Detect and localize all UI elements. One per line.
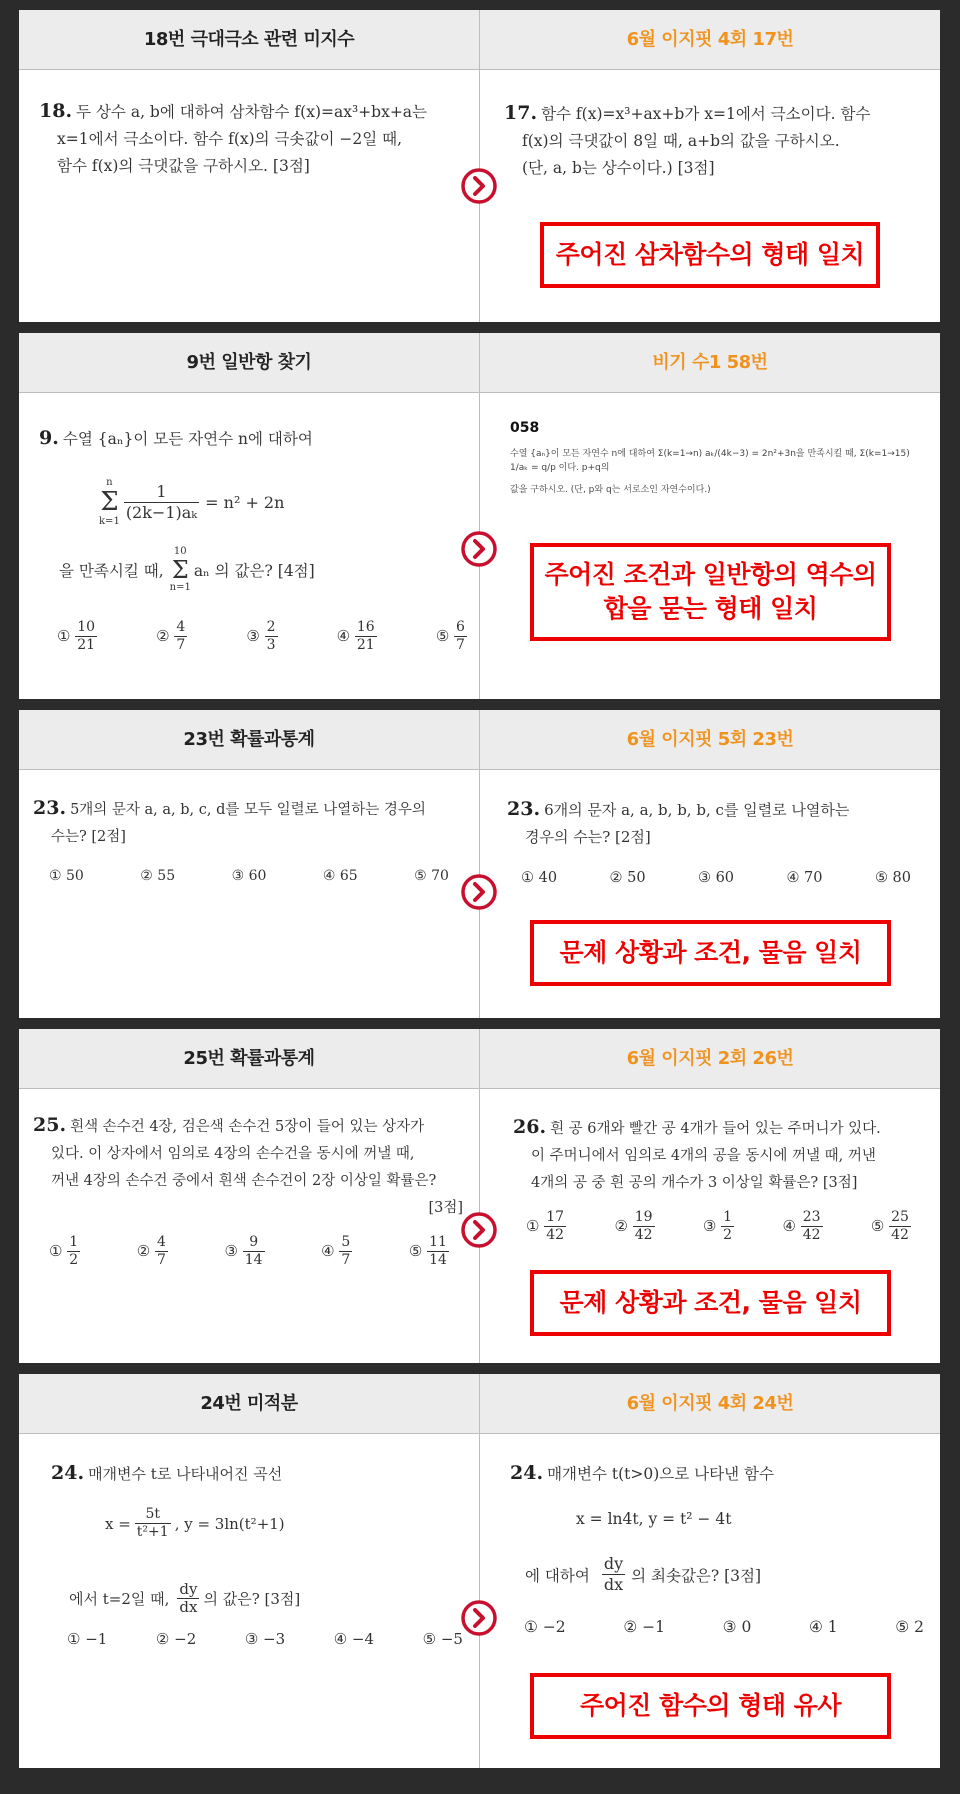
question-line: 수는? [2점] (51, 829, 126, 845)
question-line: f(x)의 극댓값이 8일 때, a+b의 값을 구하시오. (522, 132, 840, 150)
choice: ① −1 (67, 1630, 108, 1648)
choice: ② $\frac{4}{7}$ (136, 1234, 166, 1268)
column-divider (479, 10, 480, 322)
parametric-equation: x = ln4t, y = t² − 4t (576, 1510, 732, 1528)
question-score: [3점] (428, 1200, 463, 1216)
left-header: 24번 미적분 (200, 1393, 298, 1414)
sum-lower: n=1 (169, 582, 191, 593)
column-divider (479, 710, 480, 1018)
highlight-box: 문제 상황과 조건, 물음 일치 (530, 920, 891, 986)
answer-choices (67, 1630, 463, 1648)
question-number: 23. (33, 797, 67, 819)
right-question (513, 1114, 933, 1197)
question-number: 24. (51, 1462, 85, 1484)
left-question (39, 98, 469, 180)
derivative-line (69, 1581, 300, 1616)
choice: ④ 1 (808, 1618, 838, 1636)
right-header: 6월 이지핏 4회 24번 (626, 1393, 794, 1414)
question-line: 수열 {aₙ}이 모든 자연수 n에 대하여 (62, 430, 313, 448)
question-line: 이 주머니에서 임의로 4개의 공을 동시에 꺼낼 때, 꺼낸 (531, 1148, 876, 1164)
question-line: 매개변수 t로 나타내어진 곡선 (88, 1465, 283, 1483)
chevron-right-circle-icon (460, 167, 498, 205)
right-question (510, 415, 930, 503)
highlight-box: 주어진 삼차함수의 형태 일치 (540, 222, 880, 288)
choice: ② 55 (140, 868, 176, 884)
parametric-equation (105, 1506, 285, 1541)
chevron-right-circle-icon (460, 530, 498, 568)
choice: ⑤ 80 (874, 870, 911, 886)
comparison-panel-3 (19, 710, 940, 1018)
choice: ③ −3 (244, 1630, 286, 1648)
left-question (33, 1112, 473, 1222)
right-header: 6월 이지핏 2회 26번 (626, 1048, 794, 1069)
equation-part: , y = 3ln(t²+1) (174, 1514, 285, 1533)
choice: ⑤ $\frac{25}{42}$ (870, 1209, 909, 1243)
choice: ② $\frac{19}{42}$ (614, 1209, 653, 1243)
fraction: $\frac{5t}{\text{t²+1}}$ (136, 1506, 169, 1540)
answer-choices (57, 619, 467, 654)
choice: ③ 0 (722, 1618, 752, 1636)
choice: ④ 65 (322, 868, 358, 884)
column-divider (479, 1029, 480, 1363)
question-number: 9. (39, 427, 59, 449)
question-line: 4개의 공 중 흰 공의 개수가 3 이상일 확률은? [3점] (531, 1175, 858, 1191)
choice: ② 50 (609, 870, 646, 886)
comparison-panel-5 (19, 1374, 940, 1768)
choice: ④ $\frac{23}{42}$ (782, 1209, 821, 1243)
summation-equation (99, 476, 284, 528)
highlight-box (530, 543, 891, 641)
chevron-right-circle-icon (460, 873, 498, 911)
sum-lower: k=1 (99, 516, 120, 527)
choice: ① 50 (49, 868, 84, 884)
condition-line (59, 546, 315, 594)
choice: ④ 70 (786, 870, 823, 886)
choice: ⑤ 2 (895, 1618, 924, 1636)
question-line: aₙ 의 값은? [4점] (193, 562, 315, 580)
choice: ⑤ $\frac{6}{7}$ (435, 619, 465, 653)
answer-choices (49, 1234, 449, 1269)
left-header: 25번 확률과통계 (183, 1048, 315, 1069)
question-line: 의 최솟값은? [3점] (631, 1566, 762, 1585)
highlight-box: 주어진 함수의 형태 유사 (530, 1673, 891, 1739)
question-line: 값을 구하시오. (단, p와 q는 서로소인 자연수이다.) (510, 485, 711, 495)
choice: ① $\frac{10}{21}$ (57, 619, 96, 653)
question-line: 함수 f(x)=x³+ax+b가 x=1에서 극소이다. 함수 (541, 105, 871, 123)
choice: ⑤ −5 (422, 1630, 463, 1648)
choice: ⑤ $\frac{11}{14}$ (408, 1234, 447, 1268)
left-header: 18번 극대극소 관련 미지수 (143, 29, 355, 50)
choice: ④ −4 (333, 1630, 375, 1648)
derivative-line (525, 1554, 761, 1595)
question-number: 18. (39, 100, 73, 122)
left-question (33, 795, 473, 851)
choice: ② $\frac{4}{7}$ (156, 619, 186, 653)
question-number: 17. (504, 102, 538, 124)
question-line: 흰 공 6개와 빨간 공 4개가 들어 있는 주머니가 있다. (550, 1121, 881, 1137)
right-question (510, 1460, 930, 1488)
question-number: 24. (510, 1462, 544, 1484)
answer-choices (49, 868, 449, 884)
box-line: 주어진 조건과 일반항의 역수의 (544, 560, 877, 590)
left-question (39, 425, 469, 453)
chevron-right-circle-icon (460, 1211, 498, 1249)
choice: ① 40 (521, 870, 558, 886)
choice: ⑤ 70 (414, 868, 449, 884)
equation-part: x = (105, 1514, 131, 1533)
right-header: 6월 이지핏 5회 23번 (626, 729, 794, 750)
choice: ① −2 (524, 1618, 566, 1636)
choice: ③ $\frac{9}{14}$ (224, 1234, 263, 1268)
question-line: 5개의 문자 a, a, b, c, d를 모두 일렬로 나열하는 경우의 (70, 802, 426, 818)
choice: ④ $\frac{16}{21}$ (336, 619, 375, 653)
question-number: 058 (510, 420, 540, 436)
right-header: 6월 이지핏 4회 17번 (626, 29, 794, 50)
choice: ③ 60 (697, 870, 735, 886)
question-number: 26. (513, 1116, 547, 1138)
question-line: 수열 {aₙ}이 모든 자연수 n에 대하여 Σ(k=1→n) aₖ/(4k−3) = 2n²+3n을 만족시킬 때, Σ(k=1→15) 1/aₖ = q/p 이다. p+q의 (510, 449, 910, 473)
question-number: 25. (33, 1114, 67, 1136)
answer-choices (526, 1209, 911, 1244)
question-line: 의 값은? [3점] (203, 1590, 301, 1608)
box-line: 합을 묻는 형태 일치 (603, 594, 818, 623)
choice: ② −1 (623, 1618, 665, 1636)
choice: ④ $\frac{5}{7}$ (321, 1234, 351, 1268)
right-question (507, 796, 927, 851)
sigma-symbol: Σ (100, 487, 119, 517)
answer-choices (524, 1618, 924, 1636)
choice: ② −2 (155, 1630, 197, 1648)
answer-choices (521, 870, 911, 886)
question-line: 꺼낸 4장의 손수건 중에서 흰색 손수건이 2장 이상일 확률은? (51, 1173, 437, 1189)
comparison-panel-2 (19, 333, 940, 699)
sigma-symbol: Σ (171, 556, 189, 584)
question-line: 함수 f(x)의 극댓값을 구하시오. [3점] (57, 157, 310, 175)
comparison-panel-4 (19, 1029, 940, 1363)
fraction: $\frac{1}{\text{(2k−1)aₖ}}$ (125, 481, 198, 522)
fraction: $\frac{dy}{dx}$ (603, 1554, 624, 1594)
sum-upper: n (106, 477, 113, 488)
question-line: 흰색 손수건 4장, 검은색 손수건 5장이 들어 있는 상자가 (70, 1119, 425, 1135)
choice: ③ 60 (231, 868, 267, 884)
equation-rhs: = n² + 2n (205, 492, 285, 512)
highlight-box: 문제 상황과 조건, 물음 일치 (530, 1270, 891, 1336)
choice: ① $\frac{1}{2}$ (49, 1234, 79, 1268)
chevron-right-circle-icon (460, 1599, 498, 1637)
question-line: x=1에서 극소이다. 함수 f(x)의 극솟값이 −2일 때, (57, 130, 403, 148)
question-line: 에서 t=2일 때, (69, 1590, 170, 1608)
left-header: 9번 일반항 찾기 (186, 352, 312, 373)
question-line: 을 만족시킬 때, (59, 562, 164, 580)
right-header: 비기 수1 58번 (652, 352, 768, 373)
question-line: 경우의 수는? [2점] (525, 828, 651, 846)
left-question (51, 1460, 471, 1488)
question-number: 23. (507, 798, 541, 820)
question-line: (단, a, b는 상수이다.) [3점] (522, 159, 715, 177)
question-line: 있다. 이 상자에서 임의로 4장의 손수건을 동시에 꺼낼 때, (51, 1146, 415, 1162)
choice: ③ $\frac{1}{2}$ (702, 1209, 733, 1243)
left-header: 23번 확률과통계 (183, 729, 315, 750)
question-line: 6개의 문자 a, a, b, b, b, c를 일렬로 나열하는 (544, 801, 850, 819)
right-question (504, 100, 934, 182)
column-divider (479, 333, 480, 699)
column-divider (479, 1374, 480, 1768)
fraction: $\frac{dy}{dx}$ (179, 1580, 198, 1616)
choice: ③ $\frac{2}{3}$ (246, 619, 276, 653)
question-line: 매개변수 t(t>0)으로 나타낸 함수 (547, 1465, 774, 1483)
question-line: 에 대하여 (525, 1566, 590, 1585)
question-line: 두 상수 a, b에 대하여 삼차함수 f(x)=ax³+bx+a는 (76, 103, 428, 121)
choice: ① $\frac{17}{42}$ (526, 1209, 565, 1243)
comparison-panel-1 (19, 10, 940, 322)
sum-upper: 10 (173, 546, 187, 557)
